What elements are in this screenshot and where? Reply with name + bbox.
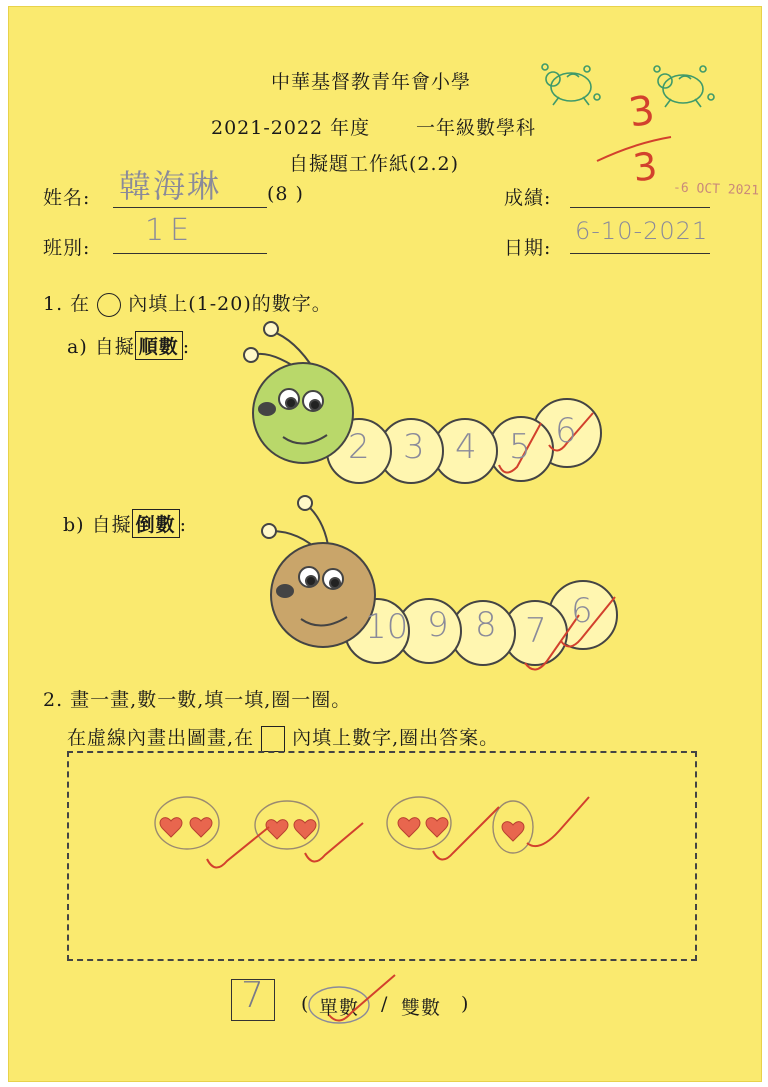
class-number: (8 ) — [267, 183, 304, 205]
paren-close: ) — [461, 993, 470, 1015]
score-line — [570, 207, 710, 208]
q2-title: 2. 畫一畫,數一數,填一填,圈一圈。 — [43, 689, 352, 711]
worksheet-title: 自擬題工作紙(2.2) — [289, 153, 460, 175]
q1b-label: b) 自擬 倒數 : — [63, 509, 187, 538]
turtle-sticker-icon — [537, 57, 607, 113]
date-line — [570, 253, 710, 254]
square-symbol — [261, 726, 285, 752]
class-value: 1E — [145, 213, 196, 248]
q1a-answer: 6 — [555, 411, 577, 451]
class-label: 班別: — [43, 237, 91, 259]
name-line — [113, 207, 267, 208]
class-line — [113, 253, 267, 254]
name-label: 姓名: — [43, 187, 91, 209]
hearts-drawing — [129, 787, 579, 887]
q1a-answer: 3 — [403, 427, 425, 467]
q1a-answer: 2 — [348, 427, 370, 467]
option-even[interactable]: 雙數 — [401, 997, 442, 1019]
circle-symbol — [97, 293, 121, 317]
q1a-answer: 4 — [455, 427, 477, 467]
q1a-label: a) 自擬 順數 : — [67, 331, 190, 360]
school-name: 中華基督教青年會小學 — [271, 71, 472, 93]
q1a-answer: 5 — [509, 427, 531, 467]
worksheet-page — [8, 6, 762, 1082]
grade-total: 3 — [630, 143, 660, 191]
grade-score: 3 — [625, 87, 658, 137]
q1b-answer: 8 — [475, 605, 497, 645]
answer-value: 7 — [241, 975, 264, 1016]
q1-title: 1. 在 內填上(1-20)的數字。 — [43, 293, 332, 315]
option-odd[interactable]: 單數 — [319, 997, 360, 1019]
turtle-sticker-icon — [649, 59, 719, 115]
subject-title: 一年級數學科 — [416, 117, 537, 139]
q1a-keyword: 順數 — [135, 331, 183, 360]
date-value: 6-10-2021 — [575, 217, 709, 245]
paren-open: ( — [301, 993, 310, 1015]
score-label: 成績: — [504, 187, 552, 209]
date-label: 日期: — [504, 237, 552, 259]
q1b-keyword: 倒數 — [132, 509, 180, 538]
option-slash: / — [381, 993, 389, 1015]
date-stamp: -6 OCT 2021 — [672, 180, 760, 199]
q1b-answer: 7 — [525, 611, 547, 651]
q1b-answer: 6 — [571, 591, 593, 631]
q1b-answer: 10 — [365, 607, 409, 647]
name-value: 韓海琳 — [119, 167, 222, 205]
school-year: 2021-2022 年度 — [211, 117, 371, 139]
q2-instruction: 在虛線內畫出圖畫,在 內填上數字,圈出答案。 — [67, 723, 499, 752]
q1b-answer: 9 — [427, 605, 449, 645]
